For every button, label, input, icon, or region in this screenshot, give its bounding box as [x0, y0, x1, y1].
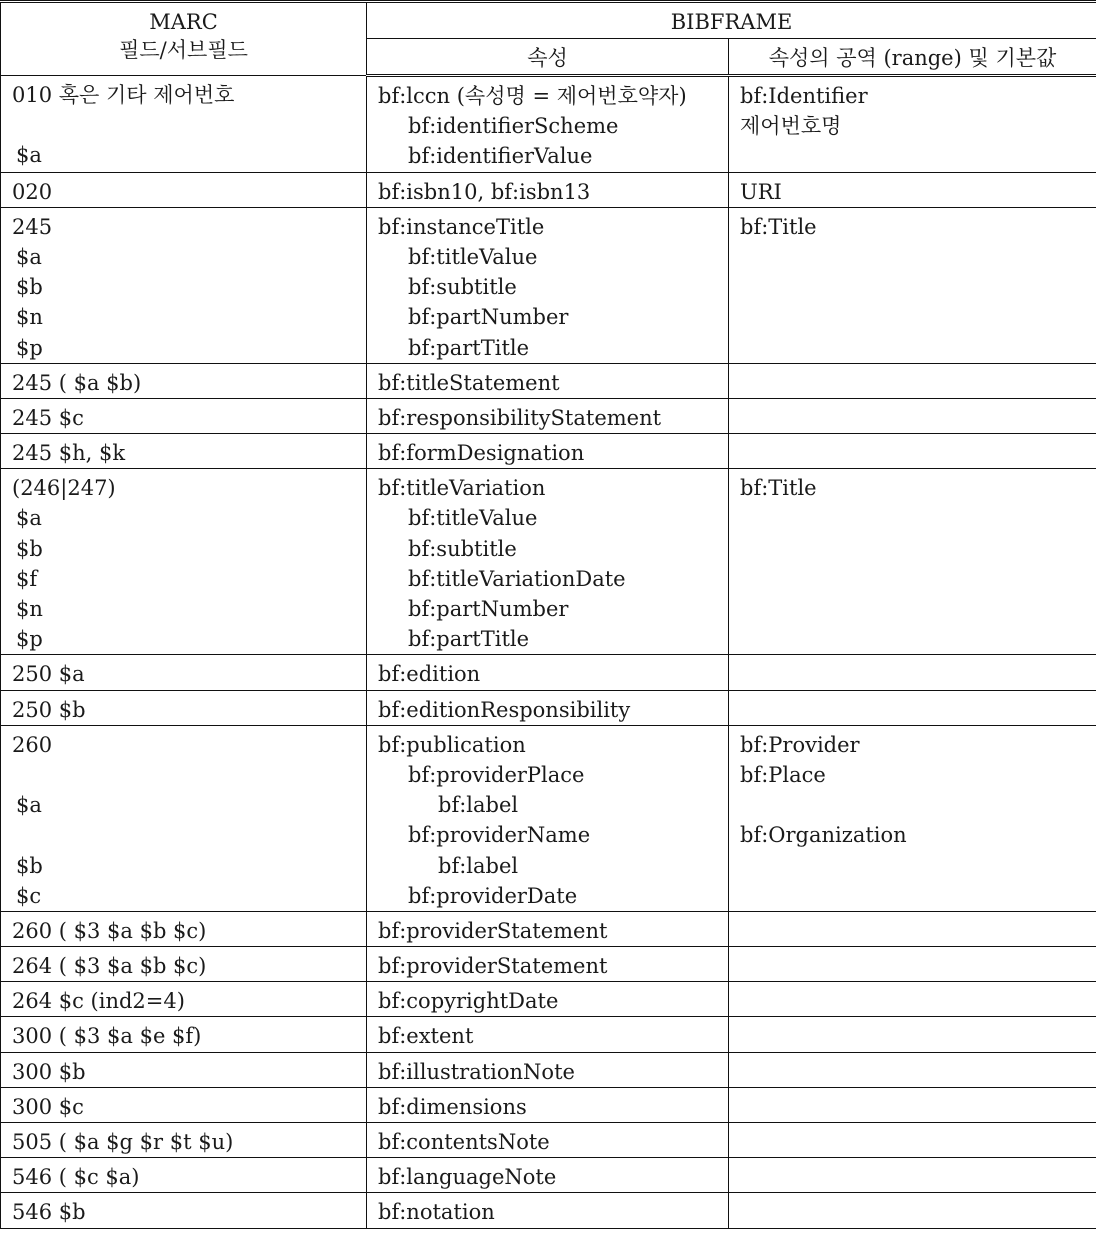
range-cell	[729, 363, 1096, 398]
marc-field-line: 250 $b	[12, 697, 86, 722]
property-line: bf:isbn10, bf:isbn13	[378, 179, 591, 204]
marc-cell	[1, 1017, 367, 1052]
table-row	[1, 725, 1096, 911]
marc-field-line: 505 ( $a $g $r $t $u)	[12, 1130, 234, 1154]
range-line	[740, 624, 1087, 654]
marc-field-line: $a	[16, 793, 42, 818]
table-row	[1, 1052, 1096, 1087]
property-cell	[367, 1158, 729, 1193]
marc-cell	[1, 947, 367, 982]
range-line: bf:Organization	[740, 823, 907, 848]
property-cell	[367, 655, 729, 690]
table-row	[1, 655, 1096, 690]
table-row	[1, 982, 1096, 1017]
range-line	[740, 438, 1087, 468]
marc-field-line: 264 $c (ind2=4)	[12, 989, 185, 1014]
property-line: bf:publication	[378, 732, 526, 757]
property-cell	[367, 172, 729, 207]
property-line: bf:edition	[378, 662, 481, 687]
marc-cell	[1, 207, 367, 363]
range-line	[740, 951, 1087, 981]
marc-cell	[1, 911, 367, 946]
marc-field-line: $c	[16, 883, 42, 908]
range-cell	[729, 1087, 1096, 1122]
marc-cell	[1, 1087, 367, 1122]
marc-field-line: 245 $h, $k	[12, 441, 126, 466]
table-row	[1, 947, 1096, 982]
property-line: bf:titleStatement	[378, 370, 560, 395]
range-column-header: 속성의 공역 (range) 및 기본값	[729, 39, 1096, 76]
marc-field-line: $b	[16, 853, 43, 878]
marc-field-line: 260	[12, 732, 53, 757]
range-cell	[729, 398, 1096, 433]
range-line: 제어번호명	[740, 114, 842, 139]
range-line	[740, 695, 1087, 725]
range-line	[740, 1127, 1087, 1157]
range-line: bf:Provider	[740, 732, 860, 757]
table-row	[1, 1017, 1096, 1052]
property-line: bf:providerDate	[408, 883, 578, 908]
range-line	[740, 333, 1087, 363]
property-cell	[367, 398, 729, 433]
range-cell	[729, 1193, 1096, 1228]
property-line: bf:editionResponsibility	[378, 697, 631, 722]
marc-cell	[1, 690, 367, 725]
range-line: bf:Place	[740, 762, 826, 787]
marc-field-line: 300 $b	[12, 1059, 86, 1084]
marc-cell	[1, 363, 367, 398]
property-line: bf:instanceTitle	[378, 214, 545, 239]
marc-cell	[1, 398, 367, 433]
property-line: bf:titleValue	[408, 244, 538, 269]
range-line: bf:Title	[740, 214, 817, 239]
range-line	[740, 1092, 1087, 1122]
table-row	[1, 363, 1096, 398]
range-cell	[729, 1052, 1096, 1087]
range-line	[740, 659, 1087, 689]
property-line: bf:illustrationNote	[378, 1059, 575, 1084]
property-cell	[367, 1017, 729, 1052]
marc-field-line: 300 ( $3 $a $e $f)	[12, 1024, 202, 1049]
marc-field-line: 245	[12, 214, 53, 239]
marc-cell	[1, 1193, 367, 1228]
property-line: bf:label	[438, 793, 519, 818]
marc-field-line: $n	[16, 597, 43, 621]
range-cell	[729, 947, 1096, 982]
range-line	[740, 534, 1087, 564]
marc-field-line: 010 혹은 기타 제어번호	[12, 83, 235, 107]
marc-field-line: $p	[16, 627, 43, 652]
property-line: bf:titleValue	[408, 506, 538, 531]
bibframe-column-header: BIBFRAME	[367, 2, 1096, 39]
marc-field-line: 300 $c	[12, 1094, 84, 1119]
marc-cell	[1, 172, 367, 207]
range-line: bf:Title	[740, 476, 817, 501]
marc-cell	[1, 434, 367, 469]
property-line: bf:providerStatement	[378, 954, 608, 979]
property-cell	[367, 725, 729, 911]
range-line	[740, 503, 1087, 533]
table-row	[1, 690, 1096, 725]
range-line	[740, 1197, 1087, 1227]
range-cell	[729, 655, 1096, 690]
range-line	[740, 368, 1087, 398]
range-cell	[729, 1017, 1096, 1052]
marc-field-line: $a	[16, 244, 42, 269]
marc-cell	[1, 655, 367, 690]
property-line: bf:partTitle	[408, 335, 530, 360]
range-line: bf:Identifier	[740, 84, 868, 108]
property-cell	[367, 690, 729, 725]
range-cell	[729, 1158, 1096, 1193]
property-cell	[367, 363, 729, 398]
marc-field-line: $a	[16, 143, 42, 168]
range-line	[740, 986, 1087, 1016]
property-line: bf:label	[438, 853, 519, 878]
property-cell	[367, 982, 729, 1017]
property-line: bf:identifierScheme	[408, 114, 619, 139]
table-body	[1, 76, 1096, 1229]
property-cell	[367, 207, 729, 363]
range-cell	[729, 911, 1096, 946]
marc-field-line: $p	[16, 335, 43, 360]
range-line	[740, 881, 1087, 911]
range-line	[740, 1021, 1087, 1051]
range-line	[740, 302, 1087, 332]
marc-field-line: $b	[16, 536, 43, 561]
range-line	[740, 1162, 1087, 1192]
range-line	[740, 594, 1087, 624]
property-cell	[367, 76, 729, 173]
range-cell	[729, 434, 1096, 469]
property-line: bf:providerStatement	[378, 918, 608, 943]
marc-cell	[1, 1123, 367, 1158]
property-line: bf:titleVariationDate	[408, 566, 626, 591]
marc-cell	[1, 469, 367, 655]
marc-field-line: 264 ( $3 $a $b $c)	[12, 954, 207, 979]
property-line: bf:copyrightDate	[378, 989, 559, 1014]
range-cell	[729, 76, 1096, 173]
table-row	[1, 207, 1096, 363]
range-cell	[729, 982, 1096, 1017]
property-column-header: 속성	[367, 39, 729, 76]
marc-field-line: 260 ( $3 $a $b $c)	[12, 918, 207, 943]
range-line	[740, 851, 1087, 881]
property-line: bf:lccn (속성명 = 제어번호약자)	[378, 84, 687, 108]
marc-field-line: $n	[16, 305, 43, 330]
range-line	[740, 916, 1087, 946]
marc-cell	[1, 982, 367, 1017]
property-line: bf:contentsNote	[378, 1130, 550, 1154]
range-line	[740, 564, 1087, 594]
property-line: bf:identifierValue	[408, 144, 593, 169]
property-cell	[367, 469, 729, 655]
range-line	[740, 403, 1087, 433]
range-cell	[729, 207, 1096, 363]
property-cell	[367, 1123, 729, 1158]
property-line: bf:extent	[378, 1024, 474, 1049]
range-cell	[729, 172, 1096, 207]
range-line	[740, 790, 1087, 820]
property-line: bf:responsibilityStatement	[378, 405, 662, 430]
range-line	[740, 1057, 1087, 1087]
marc-field-line: 245 ( $a $b)	[12, 370, 142, 395]
table-row	[1, 1193, 1096, 1228]
marc-field-line: 020	[12, 179, 53, 204]
table-row	[1, 469, 1096, 655]
marc-cell	[1, 725, 367, 911]
property-cell	[367, 911, 729, 946]
property-line: bf:dimensions	[378, 1094, 527, 1119]
table-row	[1, 172, 1096, 207]
marc-header-title: MARC	[149, 10, 218, 34]
property-line: bf:partNumber	[408, 305, 569, 330]
range-line	[740, 272, 1087, 302]
property-line: bf:providerPlace	[408, 762, 585, 787]
marc-column-header	[1, 2, 367, 76]
marc-field-line	[12, 820, 357, 850]
property-line: bf:providerName	[408, 823, 591, 848]
marc-cell	[1, 1052, 367, 1087]
marc-field-line: 245 $c	[12, 405, 84, 430]
marc-field-line	[12, 110, 357, 140]
table-row	[1, 1158, 1096, 1193]
marc-field-line: 546 ( $c $a)	[12, 1165, 140, 1190]
property-cell	[367, 1052, 729, 1087]
table-row	[1, 434, 1096, 469]
property-cell	[367, 434, 729, 469]
marc-field-line: (246|247)	[12, 476, 116, 501]
property-line: bf:notation	[378, 1200, 495, 1225]
range-cell	[729, 1123, 1096, 1158]
range-line	[740, 141, 1087, 171]
marc-field-line: $a	[16, 506, 42, 531]
marc-field-line: $b	[16, 275, 43, 300]
marc-field-line	[12, 760, 357, 790]
property-line: bf:subtitle	[408, 536, 517, 561]
property-line: bf:titleVariation	[378, 476, 546, 501]
property-cell	[367, 1087, 729, 1122]
property-cell	[367, 947, 729, 982]
table-row	[1, 1087, 1096, 1122]
marc-header-subtitle: 필드/서브필드	[119, 38, 248, 62]
table-row	[1, 76, 1096, 173]
range-line	[740, 242, 1087, 272]
marc-cell	[1, 76, 367, 173]
range-cell	[729, 725, 1096, 911]
range-line: URI	[740, 179, 782, 204]
property-line: bf:partTitle	[408, 627, 530, 652]
marc-field-line: 250 $a	[12, 662, 85, 687]
marc-cell	[1, 1158, 367, 1193]
property-line: bf:formDesignation	[378, 441, 585, 466]
marc-field-line: 546 $b	[12, 1200, 86, 1225]
property-line: bf:subtitle	[408, 275, 517, 300]
table-row	[1, 398, 1096, 433]
range-cell	[729, 469, 1096, 655]
range-cell	[729, 690, 1096, 725]
property-line: bf:languageNote	[378, 1165, 557, 1190]
property-line: bf:partNumber	[408, 597, 569, 621]
property-cell	[367, 1193, 729, 1228]
marc-field-line: $f	[16, 566, 38, 591]
table-row	[1, 911, 1096, 946]
table-row	[1, 1123, 1096, 1158]
